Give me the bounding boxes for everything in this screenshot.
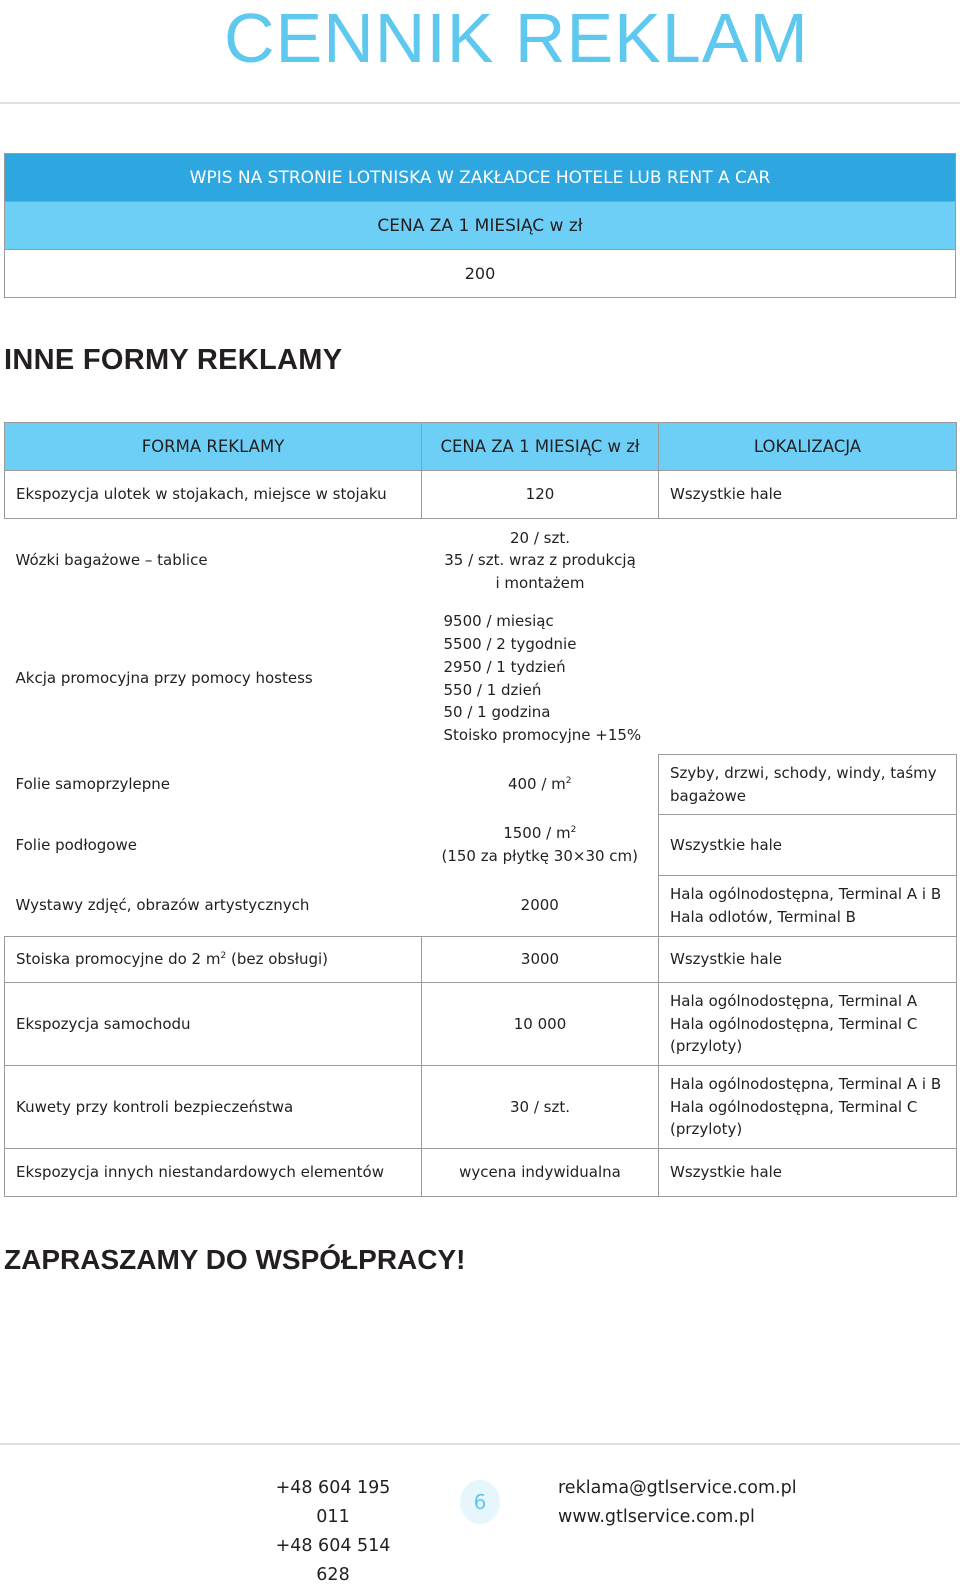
form-cell: Ekspozycja samochodu	[5, 983, 422, 1066]
form-cell: Ekspozycja innych niestandardowych elementów	[5, 1149, 422, 1197]
price-cell	[422, 815, 659, 876]
form-cell	[5, 937, 422, 983]
price-line: 35 / szt. wraz z produkcją	[444, 551, 636, 570]
table-row	[5, 937, 957, 983]
form-cell: Ekspozycja ulotek w stojakach, miejsce w stojaku	[5, 471, 422, 519]
table-row	[5, 603, 957, 755]
location-cell: Wszystkie hale	[659, 937, 957, 983]
location-line: Hala ogólnodostępna, Terminal C	[670, 1097, 918, 1116]
price-line: 2950 / 1 tydzień	[443, 657, 566, 676]
location-cell: Wszystkie hale	[659, 1149, 957, 1197]
location-line: (przyloty)	[670, 1037, 743, 1056]
form-cell: Wózki bagażowe – tablice	[15, 551, 208, 570]
form-superscript: 2	[220, 951, 227, 962]
website-listing-table	[4, 153, 956, 298]
price-cell: 3000	[422, 937, 659, 983]
pricing-table	[4, 422, 957, 1197]
email-link[interactable]: reklama@gtlservice.com.pl	[558, 1478, 797, 1498]
price-line: i montażem	[495, 574, 585, 593]
location-cell: Wszystkie hale	[659, 471, 957, 519]
location-cell	[659, 1066, 957, 1149]
price-line: (150 za płytkę 30×30 cm)	[441, 847, 639, 865]
price-line: Stoisko promocyjne +15%	[443, 726, 642, 745]
phone-number[interactable]: +48 604 195 011	[275, 1478, 391, 1527]
price-cell: 2000	[520, 896, 559, 915]
table-row	[5, 983, 957, 1066]
location-cell	[659, 755, 957, 815]
website-link[interactable]: www.gtlservice.com.pl	[558, 1507, 755, 1527]
form-cell: Akcja promocyjna przy pomocy hostess	[15, 669, 313, 688]
footer-phones	[262, 1474, 404, 1590]
price-line: 9500 / miesiąc	[443, 612, 554, 631]
form-cell: Folie samoprzylepne	[15, 775, 170, 794]
price-line: 20 / szt.	[509, 528, 570, 547]
price-line: 5500 / 2 tygodnie	[443, 634, 577, 653]
form-cell: Folie podłogowe	[15, 835, 137, 854]
form-text: Stoiska promocyjne do 2 m	[16, 950, 221, 969]
price-cell: wycena indywidualna	[422, 1149, 659, 1197]
price-cell: 10 000	[422, 983, 659, 1066]
price-cell	[422, 603, 659, 755]
table-row	[5, 755, 957, 815]
top-divider	[0, 102, 960, 104]
price-value: 1500 / m	[503, 824, 571, 843]
table-row	[5, 519, 957, 603]
price-cell	[422, 755, 659, 815]
column-header-form: FORMA REKLAMY	[5, 423, 422, 471]
table-row	[5, 1066, 957, 1149]
website-listing-header: WPIS NA STRONIE LOTNISKA W ZAKŁADCE HOTELE LUB RENT A CAR	[5, 154, 956, 202]
price-value: 400 / m	[507, 775, 566, 794]
website-listing-price: 200	[5, 250, 956, 298]
location-line: Hala odlotów, Terminal B	[670, 908, 856, 926]
location-line: Hala ogólnodostępna, Terminal A	[670, 991, 918, 1010]
table-row	[5, 471, 957, 519]
location-cell	[659, 519, 957, 603]
location-line: Hala ogólnodostępna, Terminal A i B	[670, 1074, 942, 1093]
other-forms-heading: INNE FORMY REKLAMY	[4, 344, 343, 376]
price-cell	[422, 519, 659, 603]
page-title: CENNIK REKLAM	[224, 0, 809, 77]
location-line: Hala ogólnodostępna, Terminal C	[670, 1014, 918, 1033]
location-line: (przyloty)	[670, 1120, 743, 1139]
phone-number[interactable]: +48 604 514 628	[275, 1536, 391, 1585]
price-cell: 120	[422, 471, 659, 519]
location-line: Szyby, drzwi, schody, windy, taśmy	[670, 763, 937, 782]
location-cell	[659, 983, 957, 1066]
form-cell: Kuwety przy kontroli bezpieczeństwa	[5, 1066, 422, 1149]
location-line: bagażowe	[670, 786, 746, 805]
column-header-price: CENA ZA 1 MIESIĄC w zł	[422, 423, 659, 471]
price-line: 50 / 1 godzina	[443, 703, 551, 722]
price-superscript: 2	[570, 825, 577, 836]
price-line	[422, 822, 659, 845]
page-number: 6	[460, 1480, 500, 1524]
form-cell: Wystawy zdjęć, obrazów artystycznych	[15, 896, 310, 915]
location-cell	[659, 876, 957, 937]
footer-contact	[558, 1474, 797, 1532]
price-cell: 30 / szt.	[422, 1066, 659, 1149]
location-line: Hala ogólnodostępna, Terminal A i B	[670, 885, 942, 904]
table-row	[5, 815, 957, 876]
website-listing-subheader: CENA ZA 1 MIESIĄC w zł	[5, 202, 956, 250]
price-line: 550 / 1 dzień	[443, 680, 542, 699]
column-header-location: LOKALIZACJA	[659, 423, 957, 471]
price-superscript: 2	[565, 776, 572, 787]
location-cell: Wszystkie hale	[659, 815, 957, 876]
location-cell	[659, 603, 957, 755]
form-text: (bez obsługi)	[226, 950, 329, 969]
closing-heading: ZAPRASZAMY DO WSPÓŁPRACY!	[4, 1244, 466, 1275]
table-row	[5, 876, 957, 937]
footer-divider	[0, 1443, 960, 1445]
table-row	[5, 1149, 957, 1197]
